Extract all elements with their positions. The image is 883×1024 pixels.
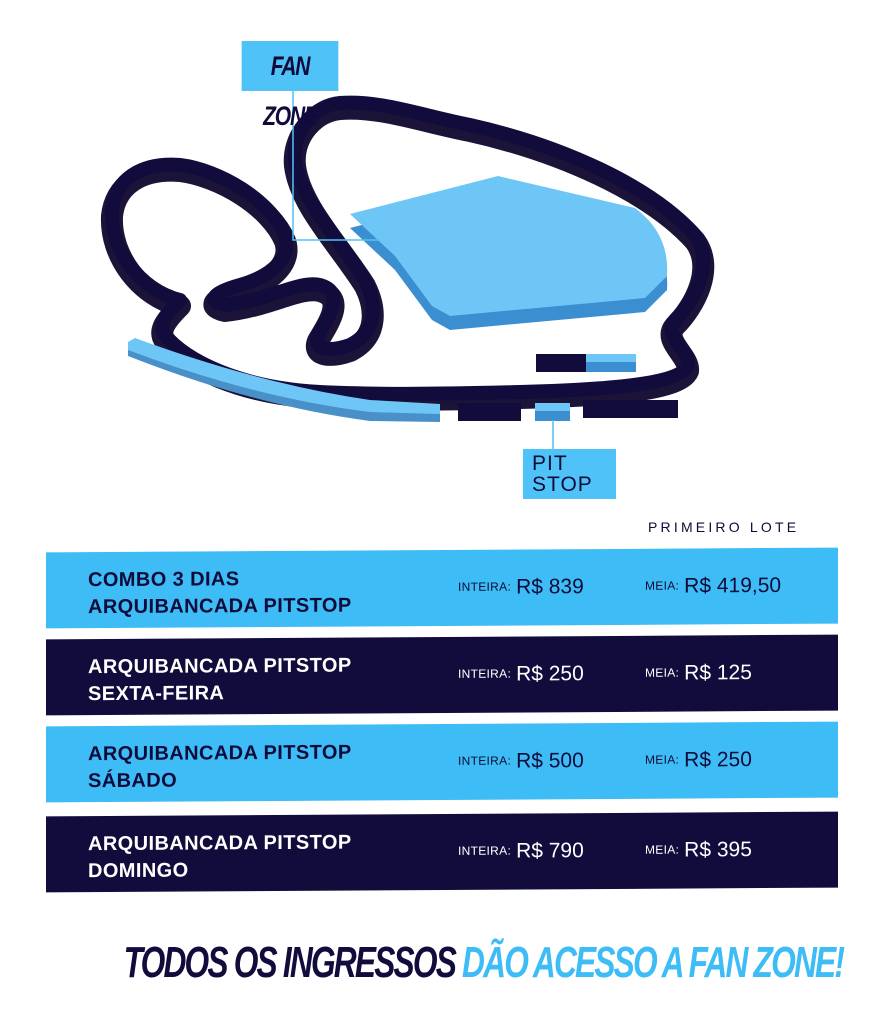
pit-stop-label-line2: STOP xyxy=(532,473,593,496)
full-price-value: R$ 500 xyxy=(516,749,584,773)
full-price xyxy=(458,575,584,600)
half-price-label: MEIA: xyxy=(645,578,680,593)
full-price-value: R$ 790 xyxy=(516,839,584,863)
half-price xyxy=(645,748,752,773)
grandstands xyxy=(128,338,678,422)
lot-label: PRIMEIRO LOTE xyxy=(648,519,800,535)
ticket-name xyxy=(88,653,352,709)
ticket-name-line2: DOMINGO xyxy=(88,859,189,883)
ticket-row-saturday xyxy=(46,722,838,803)
ticket-name-line1: COMBO 3 DIAS xyxy=(88,568,240,592)
pit-stop-label-line1: PIT xyxy=(532,452,568,475)
ticket-name-line1: ARQUIBANCADA PITSTOP xyxy=(88,654,352,679)
full-price xyxy=(458,749,584,774)
half-price-label: MEIA: xyxy=(645,842,680,857)
full-price-label: INTEIRA: xyxy=(458,579,512,594)
full-price xyxy=(458,839,584,864)
tagline-part2: DÃO ACESSO A FAN ZONE! xyxy=(462,938,844,987)
ticket-row-sunday xyxy=(46,812,838,893)
ticket-name-line1: ARQUIBANCADA PITSTOP xyxy=(88,831,352,856)
full-price-label: INTEIRA: xyxy=(458,843,512,858)
half-price-value: R$ 250 xyxy=(684,748,752,772)
pit-stop-label xyxy=(523,449,616,499)
full-price xyxy=(458,662,584,687)
ticket-name-line2: SEXTA-FEIRA xyxy=(88,682,225,706)
ticket-name-line2: SÁBADO xyxy=(88,769,178,793)
full-price-label: INTEIRA: xyxy=(458,666,512,681)
ticket-name-line1: ARQUIBANCADA PITSTOP xyxy=(88,741,352,766)
tagline xyxy=(123,928,844,998)
half-price xyxy=(645,574,781,599)
half-price-label: MEIA: xyxy=(645,665,680,680)
ticket-row-combo xyxy=(46,548,838,629)
full-price-value: R$ 839 xyxy=(516,575,584,599)
full-price-value: R$ 250 xyxy=(516,662,584,686)
ticket-name xyxy=(88,830,352,886)
half-price xyxy=(645,661,752,686)
half-price-value: R$ 419,50 xyxy=(684,573,782,598)
half-price-value: R$ 125 xyxy=(684,661,752,685)
ticket-name xyxy=(88,740,352,796)
half-price-label: MEIA: xyxy=(645,752,680,767)
fan-zone-area xyxy=(350,176,667,330)
tagline-part1: TODOS OS INGRESSOS xyxy=(123,938,456,987)
ticket-name-line2: ARQUIBANCADA PITSTOP xyxy=(88,594,352,619)
ticket-row-friday xyxy=(46,635,838,716)
fan-zone-label: FAN ZONE xyxy=(242,41,339,91)
half-price xyxy=(645,838,752,863)
half-price-value: R$ 395 xyxy=(684,838,752,862)
ticket-name xyxy=(88,566,352,622)
full-price-label: INTEIRA: xyxy=(458,753,512,768)
